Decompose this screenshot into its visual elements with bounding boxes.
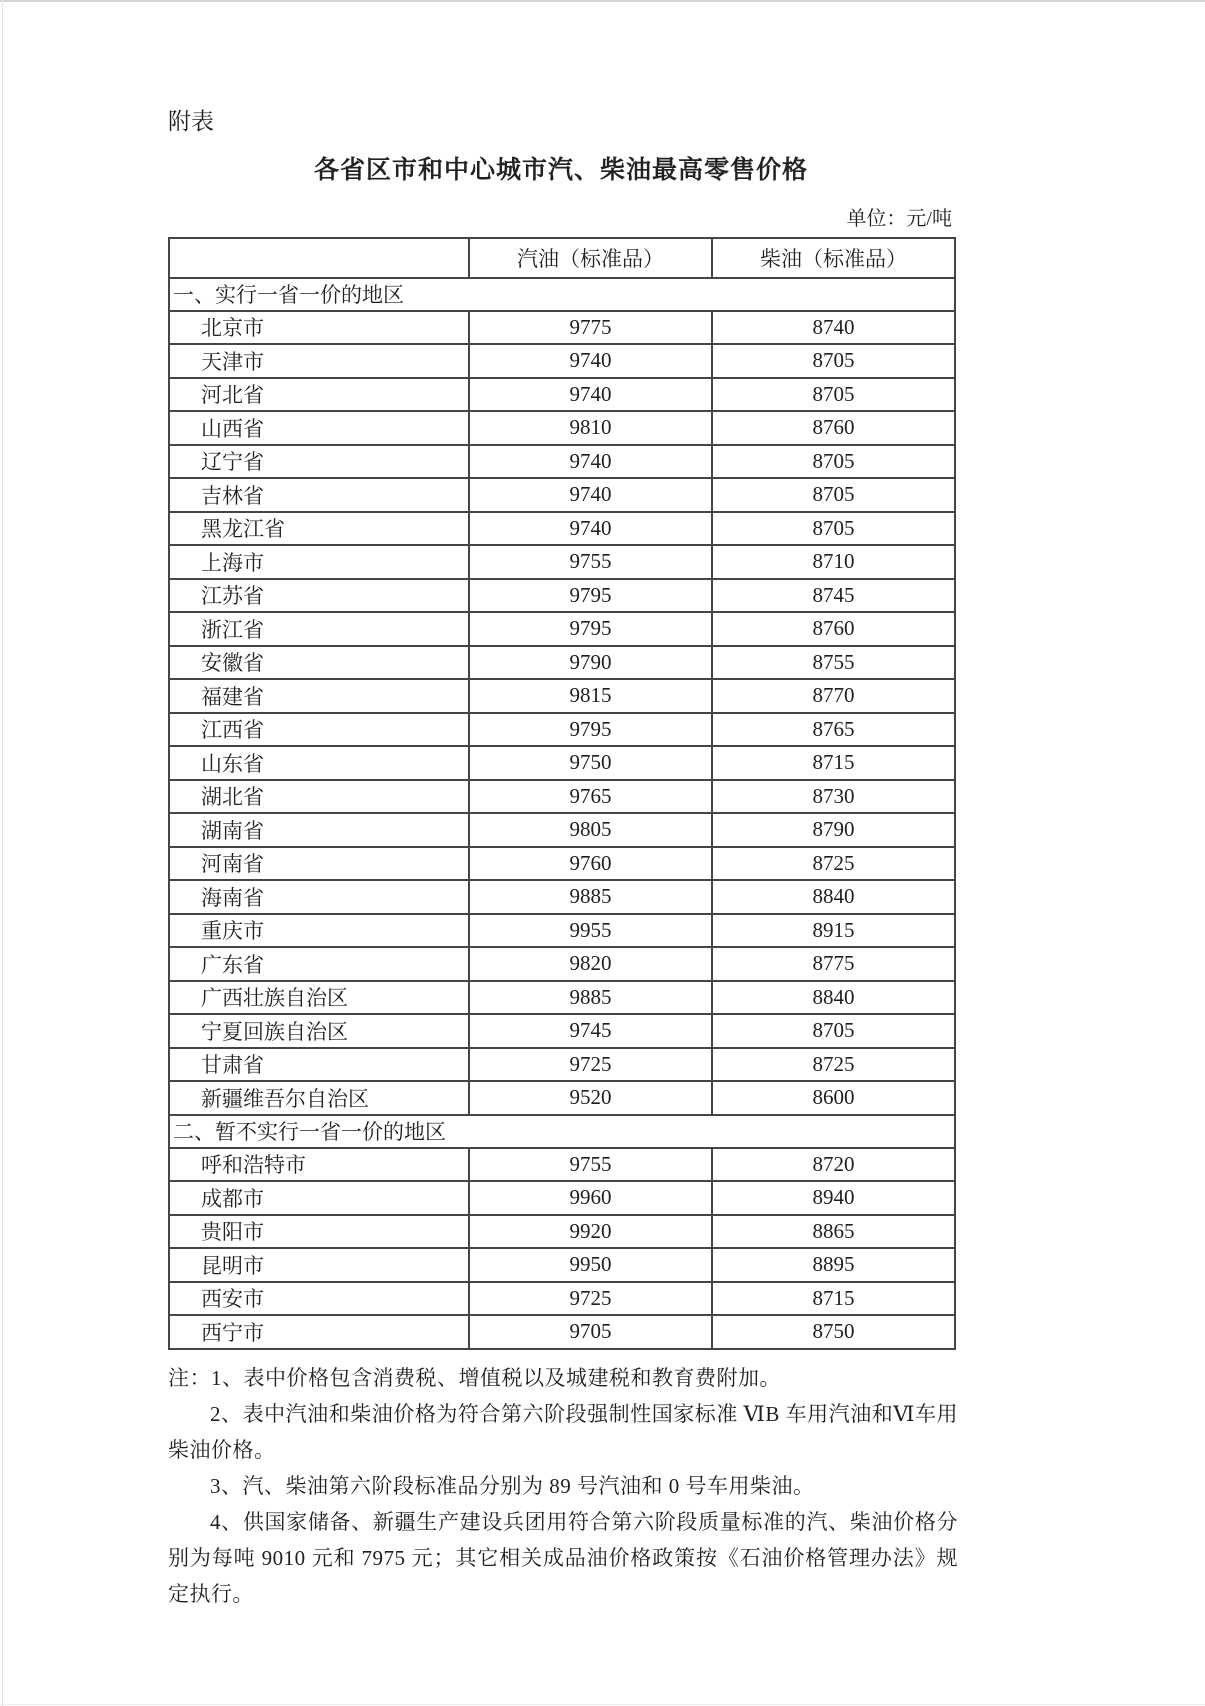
column-header: 汽油（标准品）	[469, 238, 712, 278]
region-cell: 湖南省	[169, 813, 469, 847]
region-cell: 湖北省	[169, 780, 469, 814]
table-row	[169, 445, 955, 479]
gasoline-price-cell: 9745	[469, 1014, 712, 1048]
price-table	[168, 237, 956, 1350]
gasoline-price-cell: 9775	[469, 311, 712, 345]
section-header: 二、暂不实行一省一价的地区	[169, 1115, 955, 1148]
region-cell: 海南省	[169, 880, 469, 914]
table-row	[169, 1315, 955, 1349]
gasoline-price-cell: 9705	[469, 1315, 712, 1349]
notes	[168, 1360, 958, 1612]
note-line: 注：1、表中价格包含消费税、增值税以及城建税和教育费附加。	[168, 1365, 781, 1390]
table-row	[169, 1014, 955, 1048]
note-line: 3、汽、柴油第六阶段标准品分别为 89 号汽油和 0 号车用柴油。	[210, 1473, 815, 1498]
page-edge-left	[2, 0, 3, 1706]
diesel-price-cell: 8715	[712, 746, 955, 780]
table-row	[169, 311, 955, 345]
price-table-head	[169, 238, 955, 278]
table-row	[169, 478, 955, 512]
region-cell: 宁夏回族自治区	[169, 1014, 469, 1048]
column-header-region	[169, 238, 469, 278]
gasoline-price-cell: 9885	[469, 981, 712, 1015]
appendix-label: 附表	[168, 109, 214, 134]
section-header: 一、实行一省一价的地区	[169, 278, 955, 311]
region-cell: 江苏省	[169, 579, 469, 613]
gasoline-price-cell: 9805	[469, 813, 712, 847]
gasoline-price-cell: 9520	[469, 1081, 712, 1115]
column-header-row	[169, 238, 955, 278]
diesel-price-cell: 8790	[712, 813, 955, 847]
diesel-price-cell: 8705	[712, 512, 955, 546]
region-cell: 黑龙江省	[169, 512, 469, 546]
gasoline-price-cell: 9955	[469, 914, 712, 948]
gasoline-price-cell: 9755	[469, 1148, 712, 1182]
table-row	[169, 981, 955, 1015]
table-row	[169, 612, 955, 646]
table-row	[169, 813, 955, 847]
gasoline-price-cell: 9795	[469, 713, 712, 747]
table-row	[169, 1248, 955, 1282]
gasoline-price-cell: 9765	[469, 780, 712, 814]
table-row	[169, 947, 955, 981]
diesel-price-cell: 8895	[712, 1248, 955, 1282]
region-cell: 呼和浩特市	[169, 1148, 469, 1182]
region-cell: 新疆维吾尔自治区	[169, 1081, 469, 1115]
gasoline-price-cell: 9820	[469, 947, 712, 981]
section-header-row	[169, 278, 955, 311]
table-row	[169, 1181, 955, 1215]
region-cell: 福建省	[169, 679, 469, 713]
table-row	[169, 411, 955, 445]
table-row	[169, 746, 955, 780]
diesel-price-cell: 8705	[712, 478, 955, 512]
gasoline-price-cell: 9760	[469, 847, 712, 881]
table-row	[169, 914, 955, 948]
region-cell: 昆明市	[169, 1248, 469, 1282]
table-row	[169, 512, 955, 546]
region-cell: 西宁市	[169, 1315, 469, 1349]
diesel-price-cell: 8740	[712, 311, 955, 345]
diesel-price-cell: 8765	[712, 713, 955, 747]
diesel-price-cell: 8725	[712, 1048, 955, 1082]
region-cell: 广西壮族自治区	[169, 981, 469, 1015]
table-row	[169, 378, 955, 412]
diesel-price-cell: 8600	[712, 1081, 955, 1115]
price-table-body	[169, 278, 955, 1349]
region-cell: 山东省	[169, 746, 469, 780]
diesel-price-cell: 8705	[712, 378, 955, 412]
table-row	[169, 344, 955, 378]
diesel-price-cell: 8720	[712, 1148, 955, 1182]
document-page	[168, 108, 958, 1612]
page-edge-bottom	[0, 1704, 1205, 1705]
gasoline-price-cell: 9795	[469, 612, 712, 646]
unit-label: 单位：元/吨	[846, 207, 952, 230]
region-cell: 北京市	[169, 311, 469, 345]
gasoline-price-cell: 9725	[469, 1282, 712, 1316]
region-cell: 安徽省	[169, 646, 469, 680]
diesel-price-cell: 8755	[712, 646, 955, 680]
page-edge-top	[0, 0, 1205, 2]
region-cell: 河南省	[169, 847, 469, 881]
table-row	[169, 880, 955, 914]
gasoline-price-cell: 9755	[469, 545, 712, 579]
diesel-price-cell: 8745	[712, 579, 955, 613]
region-cell: 辽宁省	[169, 445, 469, 479]
table-row	[169, 1148, 955, 1182]
table-row	[169, 545, 955, 579]
diesel-price-cell: 8915	[712, 914, 955, 948]
table-row	[169, 1215, 955, 1249]
table-row	[169, 646, 955, 680]
region-cell: 江西省	[169, 713, 469, 747]
diesel-price-cell: 8710	[712, 545, 955, 579]
table-row	[169, 579, 955, 613]
gasoline-price-cell: 9740	[469, 378, 712, 412]
section-header-row	[169, 1115, 955, 1148]
region-cell: 广东省	[169, 947, 469, 981]
diesel-price-cell: 8840	[712, 981, 955, 1015]
gasoline-price-cell: 9810	[469, 411, 712, 445]
region-cell: 重庆市	[169, 914, 469, 948]
table-row	[169, 679, 955, 713]
region-cell: 西安市	[169, 1282, 469, 1316]
diesel-price-cell: 8775	[712, 947, 955, 981]
region-cell: 山西省	[169, 411, 469, 445]
gasoline-price-cell: 9740	[469, 445, 712, 479]
region-cell: 河北省	[169, 378, 469, 412]
diesel-price-cell: 8760	[712, 612, 955, 646]
diesel-price-cell: 8725	[712, 847, 955, 881]
diesel-price-cell: 8840	[712, 880, 955, 914]
gasoline-price-cell: 9740	[469, 478, 712, 512]
diesel-price-cell: 8750	[712, 1315, 955, 1349]
region-cell: 甘肃省	[169, 1048, 469, 1082]
diesel-price-cell: 8940	[712, 1181, 955, 1215]
region-cell: 上海市	[169, 545, 469, 579]
region-cell: 贵阳市	[169, 1215, 469, 1249]
table-row	[169, 713, 955, 747]
gasoline-price-cell: 9885	[469, 880, 712, 914]
diesel-price-cell: 8770	[712, 679, 955, 713]
page-title: 各省区市和中心城市汽、柴油最高零售价格	[313, 155, 808, 184]
column-header: 柴油（标准品）	[712, 238, 955, 278]
region-cell: 浙江省	[169, 612, 469, 646]
region-cell: 吉林省	[169, 478, 469, 512]
gasoline-price-cell: 9725	[469, 1048, 712, 1082]
table-row	[169, 1048, 955, 1082]
gasoline-price-cell: 9950	[469, 1248, 712, 1282]
gasoline-price-cell: 9815	[469, 679, 712, 713]
diesel-price-cell: 8705	[712, 445, 955, 479]
diesel-price-cell: 8730	[712, 780, 955, 814]
gasoline-price-cell: 9790	[469, 646, 712, 680]
diesel-price-cell: 8705	[712, 1014, 955, 1048]
diesel-price-cell: 8865	[712, 1215, 955, 1249]
diesel-price-cell: 8705	[712, 344, 955, 378]
diesel-price-cell: 8760	[712, 411, 955, 445]
table-row	[169, 1282, 955, 1316]
table-row	[169, 780, 955, 814]
gasoline-price-cell: 9740	[469, 344, 712, 378]
diesel-price-cell: 8715	[712, 1282, 955, 1316]
note-line: 4、供国家储备、新疆生产建设兵团用符合第六阶段质量标准的汽、柴油价格分别为每吨 9010 元和 7975 元；其它相关成品油价格政策按《石油价格管理办法》规定执行。	[168, 1509, 958, 1606]
region-cell: 成都市	[169, 1181, 469, 1215]
note-line: 2、表中汽油和柴油价格为符合第六阶段强制性国家标准 ⅥB 车用汽油和Ⅵ车用柴油价格。	[168, 1401, 958, 1462]
table-row	[169, 1081, 955, 1115]
table-row	[169, 847, 955, 881]
gasoline-price-cell: 9920	[469, 1215, 712, 1249]
region-cell: 天津市	[169, 344, 469, 378]
gasoline-price-cell: 9750	[469, 746, 712, 780]
gasoline-price-cell: 9740	[469, 512, 712, 546]
gasoline-price-cell: 9795	[469, 579, 712, 613]
gasoline-price-cell: 9960	[469, 1181, 712, 1215]
